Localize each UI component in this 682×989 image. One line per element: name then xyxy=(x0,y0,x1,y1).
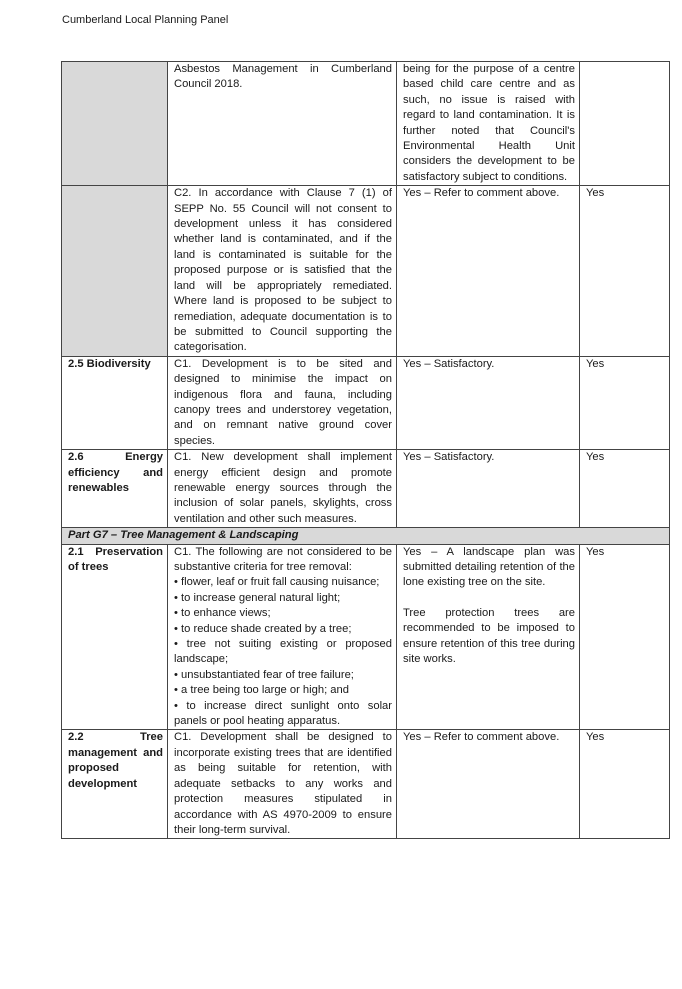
list-item: • flower, leaf or fruit fall causing nuisance; xyxy=(174,576,380,589)
clause-label: 2.6 Energy efficiency and renewables xyxy=(62,450,168,528)
comment-paragraph: Tree protection trees are recommended to be imposed to ensure retention of this tree during site works. xyxy=(403,606,575,666)
complies-cell: Yes xyxy=(580,730,670,839)
paragraph-spacer xyxy=(403,591,575,606)
list-item: • to increase direct sunlight onto solar panels or pool heating apparatus. xyxy=(174,699,392,728)
comment-text: being for the purpose of a centre based child care centre and as such, no issue is raised with regard to land contamination. It is further noted that Council's Environmental Health Unit considers the development to be satisfactory subject to conditions. xyxy=(397,62,580,186)
list-item: • to increase general natural light; xyxy=(174,591,341,604)
comment-text: Yes – Refer to comment above. xyxy=(397,730,580,839)
comment-text: Yes – Refer to comment above. xyxy=(397,186,580,356)
clause-label: 2.5 Biodiversity xyxy=(62,356,168,449)
list-item: • unsubstantiated fear of tree failure; xyxy=(174,668,354,681)
complies-cell xyxy=(580,62,670,186)
comment-text xyxy=(397,544,580,730)
clause-label xyxy=(62,62,168,186)
list-item: • tree not suiting existing or proposed landscape; xyxy=(174,638,392,666)
comment-text: Yes – Satisfactory. xyxy=(397,450,580,528)
complies-cell: Yes xyxy=(580,450,670,528)
table-row xyxy=(62,450,670,528)
clause-label: 2.1 Preservation of trees xyxy=(62,544,168,730)
control-text: C1. New development shall implement energy efficient design and promote renewable energy sources through the inclusion of solar panels, skylights, cross ventilation and other such measures. xyxy=(168,450,397,528)
page-header: Cumberland Local Planning Panel xyxy=(62,14,229,26)
table-row xyxy=(62,62,670,186)
complies-cell: Yes xyxy=(580,544,670,730)
section-title: Part G7 – Tree Management & Landscaping xyxy=(62,528,670,544)
control-text: C2. In accordance with Clause 7 (1) of SEPP No. 55 Council will not consent to development unless it has considered whether land is contaminated, and if the land is contaminated is suitable for the proposed purpose or is satisfied that the land will be appropriately remediated. Where land is proposed to be subject to remediation, adequate documentation is to be submitted to Council supporting the categorisation. xyxy=(168,186,397,356)
section-heading-row xyxy=(62,528,670,544)
clause-label xyxy=(62,186,168,356)
list-item: • to enhance views; xyxy=(174,607,271,620)
table-row xyxy=(62,186,670,356)
table-row xyxy=(62,356,670,449)
control-text xyxy=(168,544,397,730)
table-row xyxy=(62,544,670,730)
clause-label: 2.2 Tree management and proposed development xyxy=(62,730,168,839)
table-row xyxy=(62,730,670,839)
complies-cell: Yes xyxy=(580,186,670,356)
control-text: Asbestos Management in Cumberland Council 2018. xyxy=(168,62,397,186)
control-text: C1. Development shall be designed to incorporate existing trees that are identified as being suitable for retention, with adequate setbacks to any works and protection measures stipulated in accordance with AS 4970-2009 to ensure their long-term survival. xyxy=(168,730,397,839)
list-item: • a tree being too large or high; and xyxy=(174,684,349,697)
complies-cell: Yes xyxy=(580,356,670,449)
comment-paragraph: Yes – A landscape plan was submitted detailing retention of the lone existing tree on the site. xyxy=(403,545,575,589)
compliance-table xyxy=(61,61,670,839)
control-intro: C1. The following are not considered to be substantive criteria for tree removal: xyxy=(174,545,392,573)
comment-text: Yes – Satisfactory. xyxy=(397,356,580,449)
control-text: C1. Development is to be sited and designed to minimise the impact on indigenous flora and fauna, including canopy trees and understorey vegetation, and on remnant native ground cover species. xyxy=(168,356,397,449)
list-item: • to reduce shade created by a tree; xyxy=(174,622,352,635)
